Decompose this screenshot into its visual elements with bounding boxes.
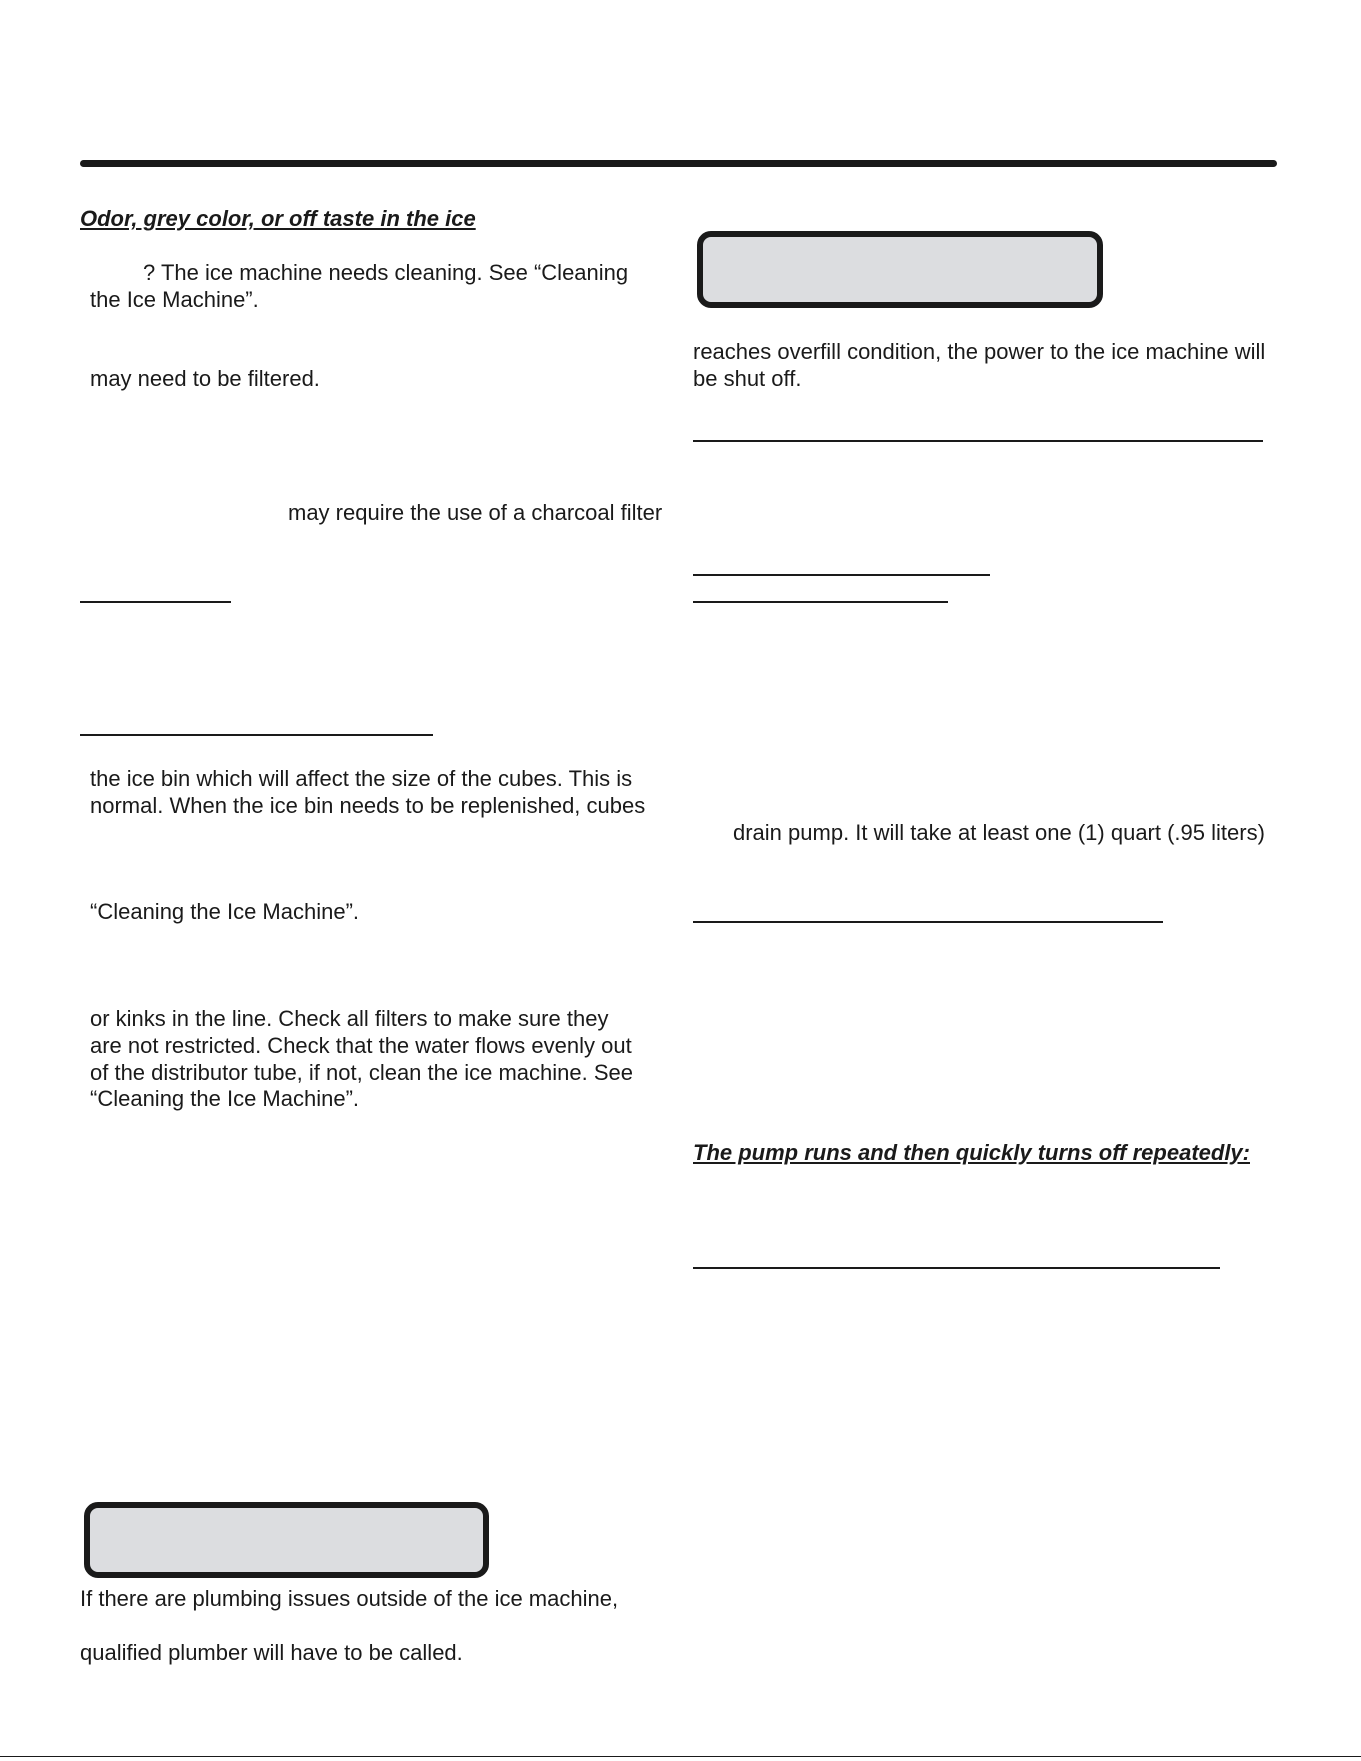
heading-underline [693,1267,1220,1269]
odor-text-line-3: may need to be filtered. [90,366,320,391]
size-text-line-7: “Cleaning the Ice Machine”. [90,1086,360,1111]
section-title-box [697,231,1103,308]
odor-text-line-1: ? The ice machine needs cleaning. See “Cleaning [143,260,629,285]
odor-text-line-2: the Ice Machine”. [90,287,259,312]
size-text-line-3: “Cleaning the Ice Machine”. [90,899,360,924]
heading-underline [80,601,231,603]
size-text-line-1: the ice bin which will affect the size of the cubes. This is [90,766,633,791]
plumbing-text-line-2: qualified plumber will have to be called. [80,1640,463,1665]
plumbing-text-line-1: If there are plumbing issues outside of the ice machine, [80,1586,619,1611]
section-title-box [84,1502,489,1578]
odor-heading: Odor, grey color, or off taste in the ice [80,206,476,231]
heading-underline [693,574,990,576]
heading-underline [693,601,948,603]
size-text-line-6: of the distributor tube, if not, clean the ice machine. See [90,1060,633,1085]
footer-rule [0,1756,1361,1757]
size-text-line-4: or kinks in the line. Check all filters to make sure they [90,1006,609,1031]
heading-underline [693,440,1263,442]
size-text-line-5: are not restricted. Check that the water flows evenly out [90,1033,632,1058]
pump-heading: The pump runs and then quickly turns off repeatedly: [693,1140,1250,1165]
overfill-text-line-1: reaches overfill condition, the power to the ice machine will [693,339,1266,364]
header-rule [80,160,1277,167]
size-text-line-2: normal. When the ice bin needs to be replenished, cubes [90,793,646,818]
odor-text-line-4: may require the use of a charcoal filter [288,500,663,525]
overfill-text-line-2: be shut off. [693,366,802,391]
heading-underline [693,921,1163,923]
drain-text-line-1: drain pump. It will take at least one (1) quart (.95 liters) [733,820,1265,845]
heading-underline [80,734,433,736]
